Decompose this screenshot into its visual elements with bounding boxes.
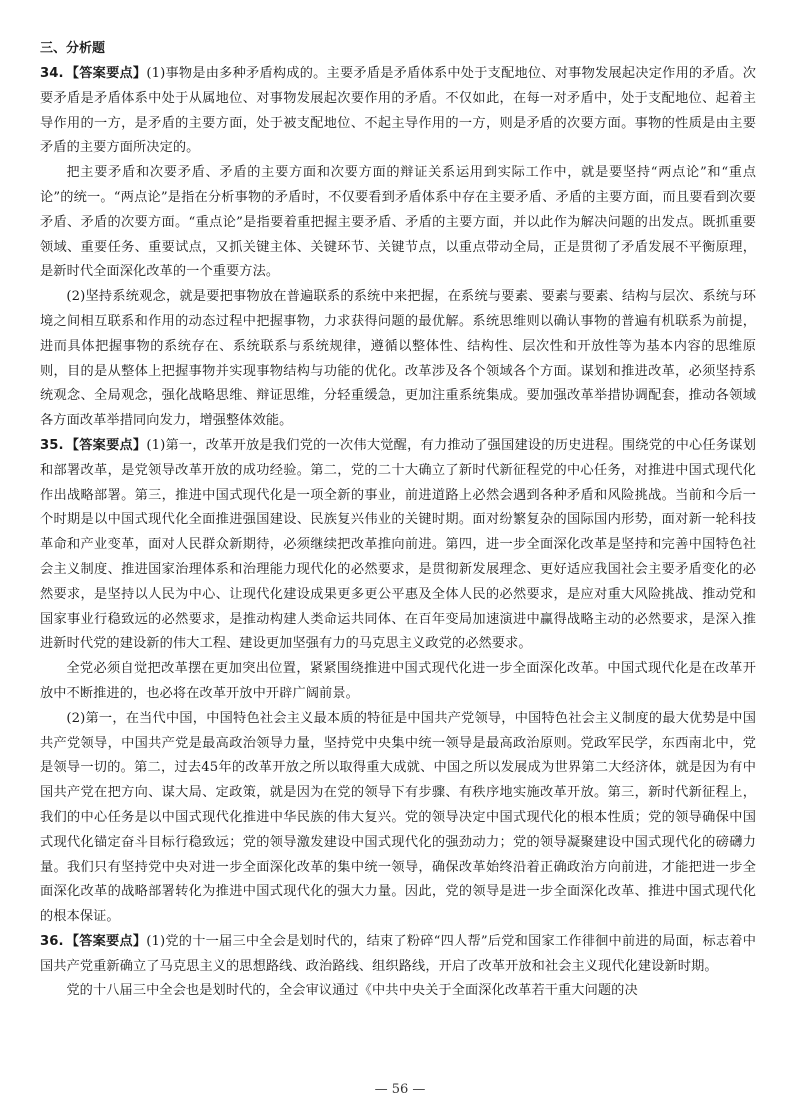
answer-label: 【答案要点】	[65, 437, 147, 453]
question-35-paragraph-1	[40, 434, 756, 657]
answer-label: 【答案要点】	[65, 66, 147, 81]
question-34-paragraph-1	[40, 62, 756, 161]
paragraph-text: (1)党的十一届三中全会是划时代的，结束了粉碎“四人帮”后党和国家工作徘徊中前进的局面，标志着中国共产党重新确立了马克思主义的思想路线、政治路线、组织路线，开启了改革开放和社会主义现代化建设新时期。	[40, 933, 756, 974]
question-35-paragraph-2: 全党必须自觉把改革摆在更加突出位置，紧紧围绕推进中国式现代化进一步全面深化改革。中国式现代化是在改革开放中不断推进的，也必将在改革开放中开辟广阔前景。	[40, 661, 756, 701]
question-35-paragraph-3: (2)第一，在当代中国，中国特色社会主义最本质的特征是中国共产党领导，中国特色社会主义制度的最大优势是中国共产党领导，中国共产党是最高政治领导力量，坚持党中央集中统一领导是最高政治原则。党政军民学，东西南北中，党是领导一切的。第二，过去45年的改革开放之所以取得重大成就、中国之所以发展成为世界第二大经济体，就是因为有中国共产党在把方向、谋大局、定政策，就是因为在党的领导下有步骤、有秩序地实施改革开放。第三，新时代新征程上，我们的中心任务是以中国式现代化推进中华民族的伟大复兴。党的领导决定中国式现代化的根本性质；党的领导确保中国式现代化锚定奋斗目标行稳致远；党的领导激发建设中国式现代化的强劲动力；党的领导凝聚建设中国式现代化的磅礴力量。我们只有坚持党中央对进一步全面深化改革的集中统一领导，确保改革始终沿着正确政治方向前进，才能把进一步全面深化改革的战略部署转化为推进中国式现代化的强大力量。因此，党的领导是进一步全面深化改革、推进中国式现代化的根本保证。	[40, 710, 756, 925]
question-number: 35.	[40, 437, 64, 453]
question-34-paragraph-3: (2)坚持系统观念，就是要把事物放在普遍联系的系统中来把握，在系统与要素、要素与要素、结构与层次、系统与环境之间相互联系和作用的动态过程中把握事物，力求获得问题的最优解。系统思维则以确认事物的普遍有机联系为前提，进而具体把握事物的系统存在、系统联系与系统规律，遵循以整体性、结构性、层次性和开放性等为基本内容的思维原则，目的是从整体上把握事物并实现事物结构与功能的优化。改革涉及各个领域各个方面。谋划和推进改革，必须坚持系统观念、全局观念，强化战略思维、辩证思维，分轻重缓急，更加注重系统集成。要加强改革举措协调配套，推动各领域各方面改革举措同向发力，增强整体效能。	[40, 289, 756, 429]
answer-page	[40, 40, 756, 1004]
answer-label: 【答案要点】	[65, 933, 147, 949]
question-34	[40, 62, 756, 434]
question-34-paragraph-2: 把主要矛盾和次要矛盾、矛盾的主要方面和次要方面的辩证关系运用到实际工作中，就是要坚持“两点论”和“重点论”的统一。“两点论”是指在分析事物的矛盾时，不仅要看到矛盾体系中存在主要矛盾、矛盾的主要方面，而且要看到次要矛盾、矛盾的次要方面。“重点论”是指要着重把握主要矛盾、矛盾的主要方面，并以此作为解决问题的出发点。既抓重要领域、重要任务、重要试点，又抓关键主体、关键环节、关键节点，以重点带动全局，正是贯彻了矛盾发展不平衡原理，是新时代全面深化改革的一个重要方法。	[40, 165, 756, 280]
question-36	[40, 930, 756, 1004]
page-number: — 56 —	[374, 1082, 426, 1097]
question-35	[40, 434, 756, 930]
question-number: 36.	[40, 933, 64, 949]
section-title: 三、分析题	[40, 41, 106, 56]
question-36-paragraph-2: 党的十八届三中全会也是划时代的，全会审议通过《中共中央关于全面深化改革若干重大问题的决	[66, 983, 638, 999]
question-number: 34.	[40, 66, 64, 81]
paragraph-text: (1)第一，改革开放是我们党的一次伟大觉醒，有力推动了强国建设的历史进程。围绕党的中心任务谋划和部署改革，是党领导改革开放的成功经验。第二，党的二十大确立了新时代新征程党的中心任务，对推进中国式现代化作出战略部署。第三，推进中国式现代化是一项全新的事业，前进道路上必然会遇到各种矛盾和风险挑战。当前和今后一个时期是以中国式现代化全面推进强国建设、民族复兴伟业的关键时期。面对纷繁复杂的国际国内形势，面对新一轮科技革命和产业变革，面对人民群众新期待，必须继续把改革推向前进。第四，进一步全面深化改革是坚持和完善中国特色社会主义制度、推进国家治理体系和治理能力现代化的必然要求，是贯彻新发展理念、更好适应我国社会主要矛盾变化的必然要求，是坚持以人民为中心、让现代化建设成果更多更公平惠及全体人民的必然要求，是应对重大风险挑战、推动党和国家事业行稳致远的必然要求，是推动构建人类命运共同体、在百年变局加速演进中赢得战略主动的必然要求，是深入推进新时代党的建设新的伟大工程、建设更加坚强有力的马克思主义政党的必然要求。	[40, 437, 756, 652]
question-36-paragraph-1	[40, 930, 756, 980]
paragraph-text: (1)事物是由多种矛盾构成的。主要矛盾是矛盾体系中处于支配地位、对事物发展起决定作用的矛盾。次要矛盾是矛盾体系中处于从属地位、对事物发展起次要作用的矛盾。不仅如此，在每一对矛盾中，处于支配地位、起着主导作用的一方，是矛盾的主要方面，处于被支配地位、不起主导作用的一方，则是矛盾的次要方面。事物的性质是由主要矛盾的主要方面所决定的。	[40, 66, 756, 156]
